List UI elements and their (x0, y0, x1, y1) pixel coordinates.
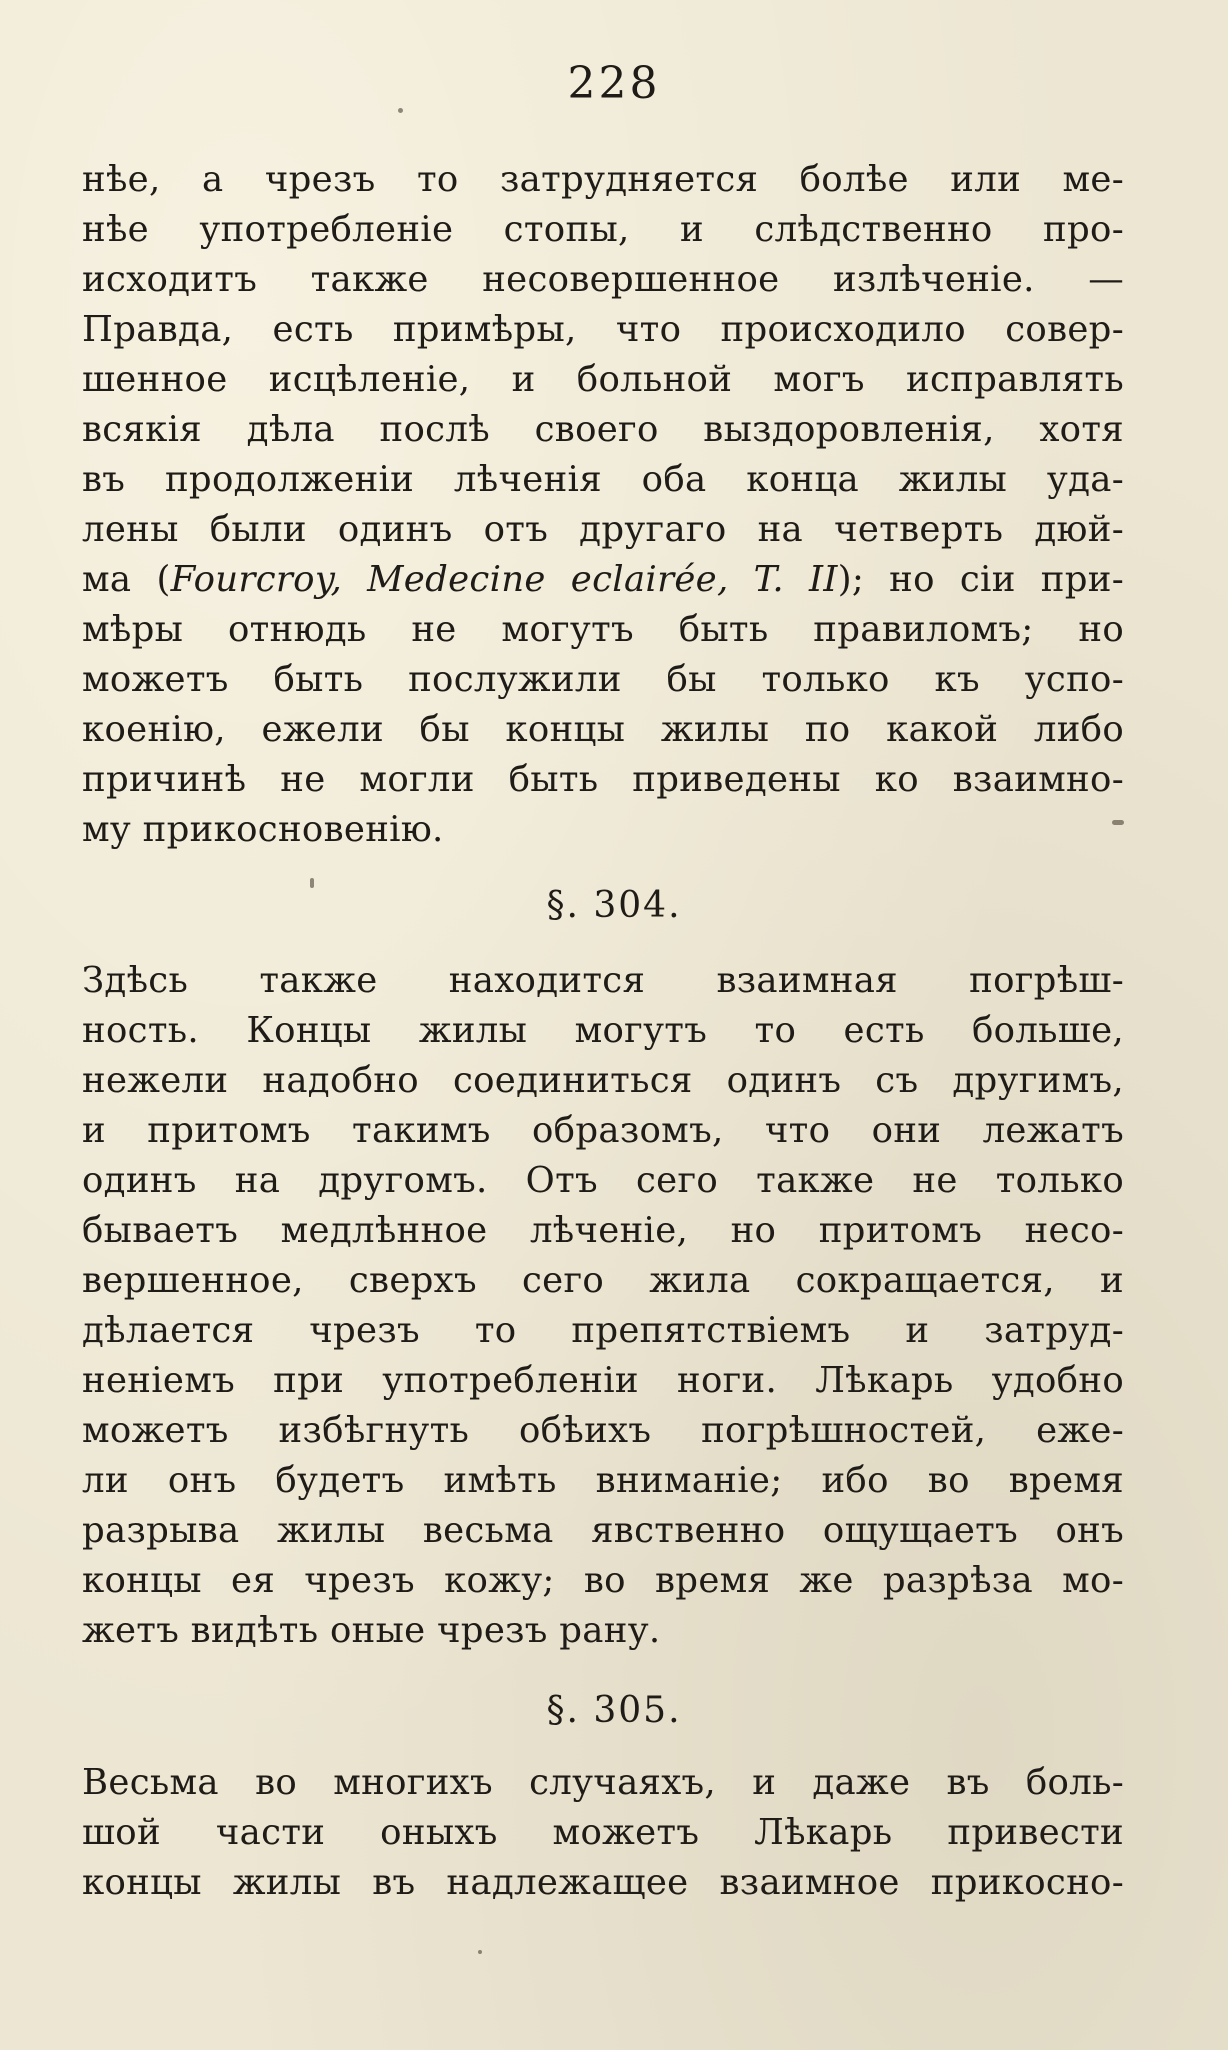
text-line: бываетъ медлѣнное лѣченіе, но притомъ несо- (82, 1210, 1124, 1251)
text-line: лены были одинъ отъ другаго на четверть дюй- (82, 509, 1124, 550)
text-line: жетъ видѣть оные чрезъ рану. (82, 1610, 661, 1651)
text-line: нежели надобно соединиться одинъ съ другимъ, (82, 1060, 1124, 1101)
text-line: всякія дѣла послѣ своего выздоровленія, хотя (82, 409, 1124, 450)
citation-reference: Fourcroy, Medecine eclairée, T. II (170, 559, 838, 600)
text-line: нѣе употребленіе стопы, и слѣдственно про- (82, 209, 1124, 250)
text-line: исходитъ также несовершенное излѣченіе. — (82, 259, 1124, 300)
paper-speck (1112, 820, 1124, 825)
paragraph-1 (82, 155, 1124, 855)
text-line: одинъ на другомъ. Отъ сего также не только (82, 1160, 1124, 1201)
paragraph-3 (82, 1758, 1124, 1908)
page-number: 228 (567, 58, 661, 109)
paper-speck (310, 878, 314, 888)
text-line: шенное исцѣленіе, и больной могъ исправлять (82, 359, 1124, 400)
text-line: нѣе, а чрезъ то затрудняется болѣе или ме- (82, 159, 1124, 200)
citation-prefix: ма ( (82, 559, 171, 600)
text-line: мѣры отнюдь не могутъ быть правиломъ; но (82, 609, 1124, 650)
text-line: Здѣсь также находится взаимная погрѣш- (82, 960, 1124, 1001)
text-line: и притомъ такимъ образомъ, что они лежатъ (82, 1110, 1124, 1151)
text-line: дѣлается чрезъ то препятствіемъ и затруд- (82, 1310, 1124, 1351)
text-line: Весьма во многихъ случаяхъ, и даже въ боль- (82, 1762, 1124, 1803)
text-line: разрыва жилы весьма явственно ощущаетъ онъ (82, 1510, 1124, 1551)
text-line: ность. Концы жилы могутъ то есть больше, (82, 1010, 1124, 1051)
text-line: въ продолженіи лѣченія оба конца жилы уда- (82, 459, 1124, 500)
text-line: можетъ быть послужили бы только къ успо- (82, 659, 1124, 700)
text-line: вершенное, сверхъ сего жила сокращается, и (82, 1260, 1124, 1301)
text-line: концы ея чрезъ кожу; во время же разрѣза мо- (82, 1560, 1124, 1601)
section-heading-305: §. 305. (546, 1690, 682, 1731)
text-line: шой части оныхъ можетъ Лѣкарь привести (82, 1812, 1124, 1853)
text-line: коенію, ежели бы концы жилы по какой либо (82, 709, 1124, 750)
section-heading-304: §. 304. (546, 885, 682, 926)
text-line-citation (82, 555, 1124, 605)
text-line: неніемъ при употребленіи ноги. Лѣкарь удобно (82, 1360, 1124, 1401)
paper-speck (478, 1950, 482, 1954)
text-line: Правда, есть примѣры, что происходило совер- (82, 309, 1124, 350)
citation-suffix: ); но сіи при- (837, 559, 1124, 600)
paragraph-2 (82, 956, 1124, 1656)
text-line: концы жилы въ надлежащее взаимное прикосно- (82, 1862, 1124, 1903)
paper-speck (398, 108, 403, 113)
text-line: ли онъ будетъ имѣть вниманіе; ибо во время (82, 1460, 1124, 1501)
text-line: му прикосновенію. (82, 809, 444, 850)
text-line: можетъ избѣгнуть обѣихъ погрѣшностей, еже- (82, 1410, 1124, 1451)
text-line: причинѣ не могли быть приведены ко взаимно- (82, 759, 1124, 800)
